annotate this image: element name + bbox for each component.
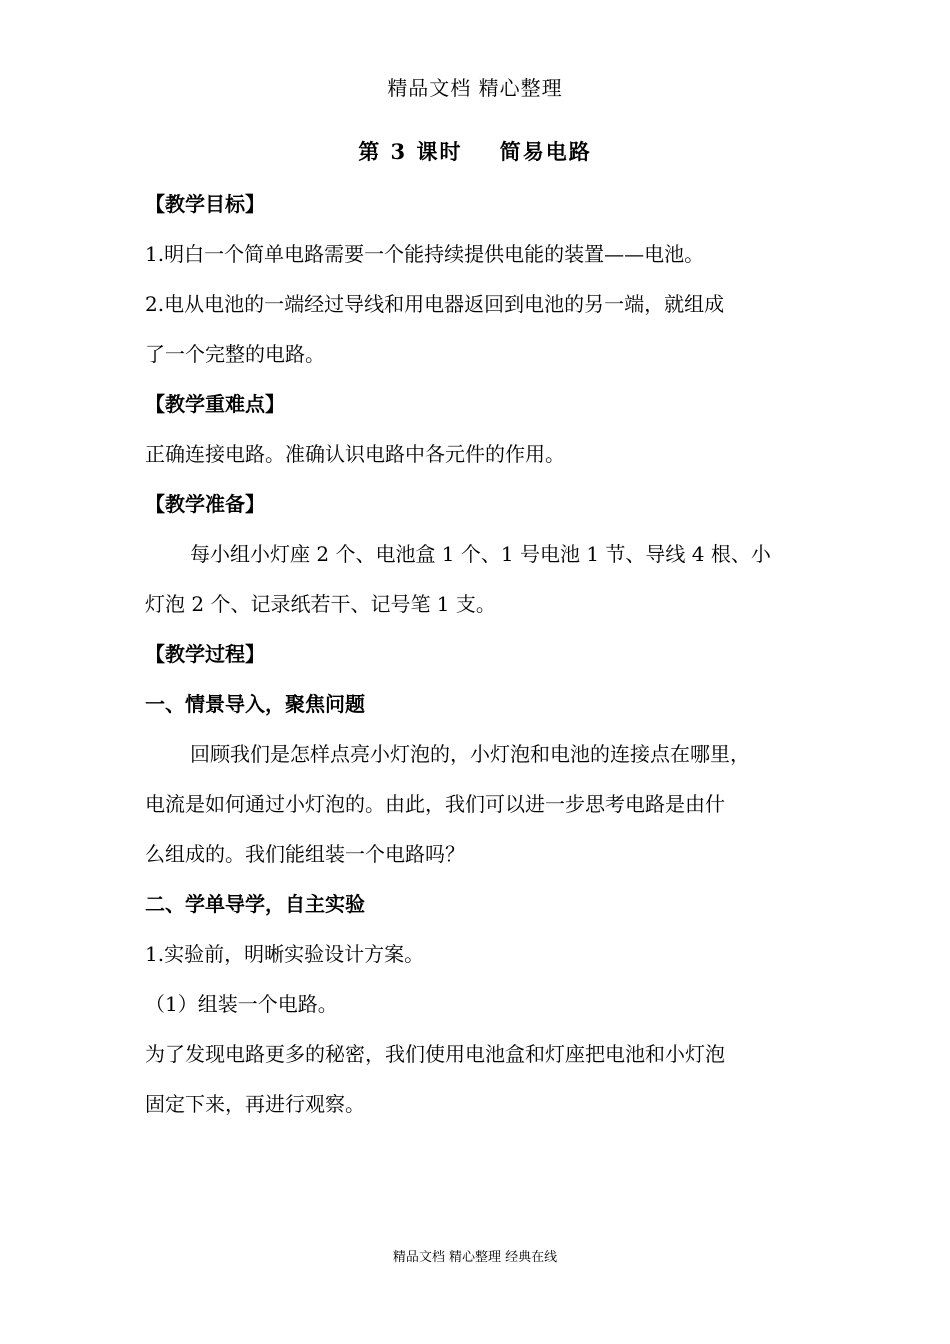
preparation-line-2: 灯泡 2 个、记录纸若干、记号笔 1 支。 [145, 592, 496, 616]
process-part-2-line-2: 固定下来，再进行观察。 [145, 1092, 365, 1116]
process-part-1-line-3: 么组成的。我们能组装一个电路吗？ [145, 842, 465, 866]
objectives-item-2-line-2: 了一个完整的电路。 [145, 342, 325, 366]
process-part-2-sub-1: （1）组装一个电路。 [145, 992, 338, 1016]
process-part-1-line-1: 回顾我们是怎样点亮小灯泡的，小灯泡和电池的连接点在哪里， [190, 742, 750, 766]
process-part-2-item-1: 1.实验前，明晰实验设计方案。 [145, 942, 425, 966]
objectives-item-2-line-1: 2.电从电池的一端经过导线和用电器返回到电池的另一端，就组成 [145, 292, 725, 316]
process-part-1-line-2: 电流是如何通过小灯泡的。由此，我们可以进一步思考电路是由什 [145, 792, 725, 816]
document-title: 第 3 课时 简易电路 [358, 139, 592, 164]
process-part-2-heading: 二、学单导学，自主实验 [145, 892, 365, 916]
key-points-text: 正确连接电路。准确认识电路中各元件的作用。 [145, 442, 565, 466]
process-part-1-heading: 一、情景导入，聚焦问题 [145, 692, 365, 716]
preparation-line-1: 每小组小灯座 2 个、电池盒 1 个、1 号电池 1 节、导线 4 根、小 [190, 542, 771, 566]
objectives-item-1: 1.明白一个简单电路需要一个能持续提供电能的装置——电池。 [145, 242, 705, 266]
key-points-heading: 【教学重难点】 [145, 392, 285, 416]
page-footer: 精品文档 精心整理 经典在线 [392, 1250, 558, 1265]
process-heading: 【教学过程】 [145, 642, 265, 666]
process-part-2-line-1: 为了发现电路更多的秘密，我们使用电池盒和灯座把电池和小灯泡 [145, 1042, 725, 1066]
objectives-heading: 【教学目标】 [145, 192, 265, 216]
page-header: 精品文档 精心整理 [387, 76, 563, 100]
preparation-heading: 【教学准备】 [145, 492, 265, 516]
